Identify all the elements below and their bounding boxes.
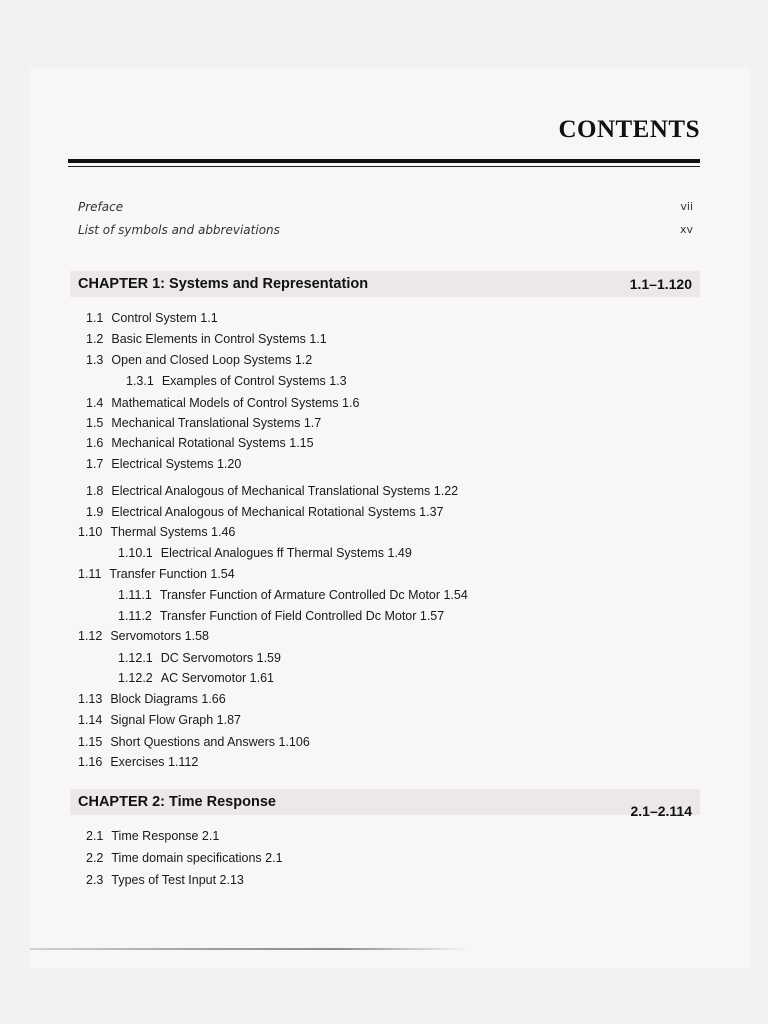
entry-number: 1.2 [86,332,104,346]
toc-entry [78,567,235,581]
entry-text: Control System 1.1 [111,311,218,325]
entry-number: 1.6 [86,436,104,450]
entry-text: Mechanical Rotational Systems 1.15 [111,436,314,450]
entry-number: 1.15 [78,735,103,749]
chapter-title: CHAPTER 1: Systems and Representation [78,276,369,292]
entry-text: DC Servomotors 1.59 [160,651,281,665]
chapter-header [70,271,700,297]
entry-number: 2.1 [86,829,104,843]
entry-number: 1.4 [86,396,104,410]
entry-number: 1.10 [78,525,103,539]
front-entry-title: List of symbols and abbreviations [78,223,280,237]
front-entry-page: xv [679,223,693,236]
entry-number: 1.12.2 [118,671,153,685]
entry-number: 1.7 [86,457,104,471]
entry-text: Examples of Control Systems 1.3 [161,374,347,388]
entry-text: Block Diagrams 1.66 [110,692,226,706]
entry-text: AC Servomotor 1.61 [160,671,275,685]
toc-entry [86,505,444,519]
entry-text: Transfer Function 1.54 [109,567,235,581]
toc-entry [78,692,226,706]
entry-number: 1.1 [86,311,104,325]
toc-entry [86,416,321,430]
toc-entry [86,873,244,887]
toc-entry [118,671,274,685]
toc-entry [78,713,241,727]
entry-text: Transfer Function of Field Controlled Dc Motor 1.57 [159,609,445,623]
toc-entry [86,484,458,498]
entry-text: Basic Elements in Control Systems 1.1 [111,332,327,346]
entry-text: Time domain specifications 2.1 [111,851,283,865]
entry-text: Mathematical Models of Control Systems 1.6 [111,396,360,410]
chapter-title: CHAPTER 2: Time Response [78,794,276,810]
entry-text: Mechanical Translational Systems 1.7 [111,416,322,430]
toc-entry [78,735,310,749]
toc-front-entry [78,200,693,214]
toc-entry [78,755,198,769]
entry-text: Transfer Function of Armature Controlled Dc Motor 1.54 [159,588,468,602]
front-entry-title: Preface [78,200,124,214]
entry-number: 2.3 [86,873,104,887]
entry-text: Exercises 1.112 [110,755,199,769]
entry-text: Electrical Analogues ff Thermal Systems 1.49 [160,546,412,560]
entry-number: 1.12.1 [118,651,153,665]
entry-text: Thermal Systems 1.46 [110,525,236,539]
toc-entry [86,396,359,410]
entry-number: 1.13 [78,692,103,706]
toc-entry [118,609,444,623]
entry-text: Signal Flow Graph 1.87 [110,713,241,727]
entry-text: Types of Test Input 2.13 [111,873,244,887]
toc-entry [86,457,241,471]
entry-number: 1.11.1 [118,588,152,602]
entry-text: Electrical Analogous of Mechanical Rotational Systems 1.37 [111,505,444,519]
entry-number: 1.8 [86,484,104,498]
entry-number: 2.2 [86,851,104,865]
chapter-pages: 1.1–1.120 [629,276,692,292]
entry-number: 1.3.1 [126,374,154,388]
entry-number: 1.11.2 [118,609,152,623]
toc-entry [126,374,347,388]
front-entry-page: vii [680,200,693,213]
entry-number: 1.12 [78,629,103,643]
title-rule-thick [68,159,700,163]
toc-entry [86,851,283,865]
toc-entry [86,829,219,843]
toc-entry [86,332,327,346]
toc-front-entry [78,223,693,237]
entry-text: Electrical Systems 1.20 [111,457,242,471]
entry-text: Servomotors 1.58 [110,629,210,643]
entry-text: Electrical Analogous of Mechanical Translational Systems 1.22 [111,484,459,498]
toc-entry [86,436,314,450]
toc-entry [86,311,218,325]
entry-number: 1.16 [78,755,103,769]
entry-number: 1.14 [78,713,103,727]
page-title: CONTENTS [558,116,700,143]
toc-entry [78,525,235,539]
entry-number: 1.9 [86,505,104,519]
chapter-header [70,789,700,819]
entry-number: 1.5 [86,416,104,430]
toc-entry [78,629,209,643]
toc-entry [118,546,412,560]
chapter-pages: 2.1–2.114 [630,803,692,819]
scan-edge-smudge [30,948,470,950]
toc-entry [118,588,468,602]
entry-number: 1.11 [78,567,102,581]
entry-text: Open and Closed Loop Systems 1.2 [111,353,313,367]
toc-entry [86,353,312,367]
title-rule-thin [68,166,700,167]
entry-text: Time Response 2.1 [111,829,220,843]
entry-number: 1.10.1 [118,546,153,560]
toc-entry [118,651,281,665]
entry-number: 1.3 [86,353,104,367]
entry-text: Short Questions and Answers 1.106 [110,735,310,749]
